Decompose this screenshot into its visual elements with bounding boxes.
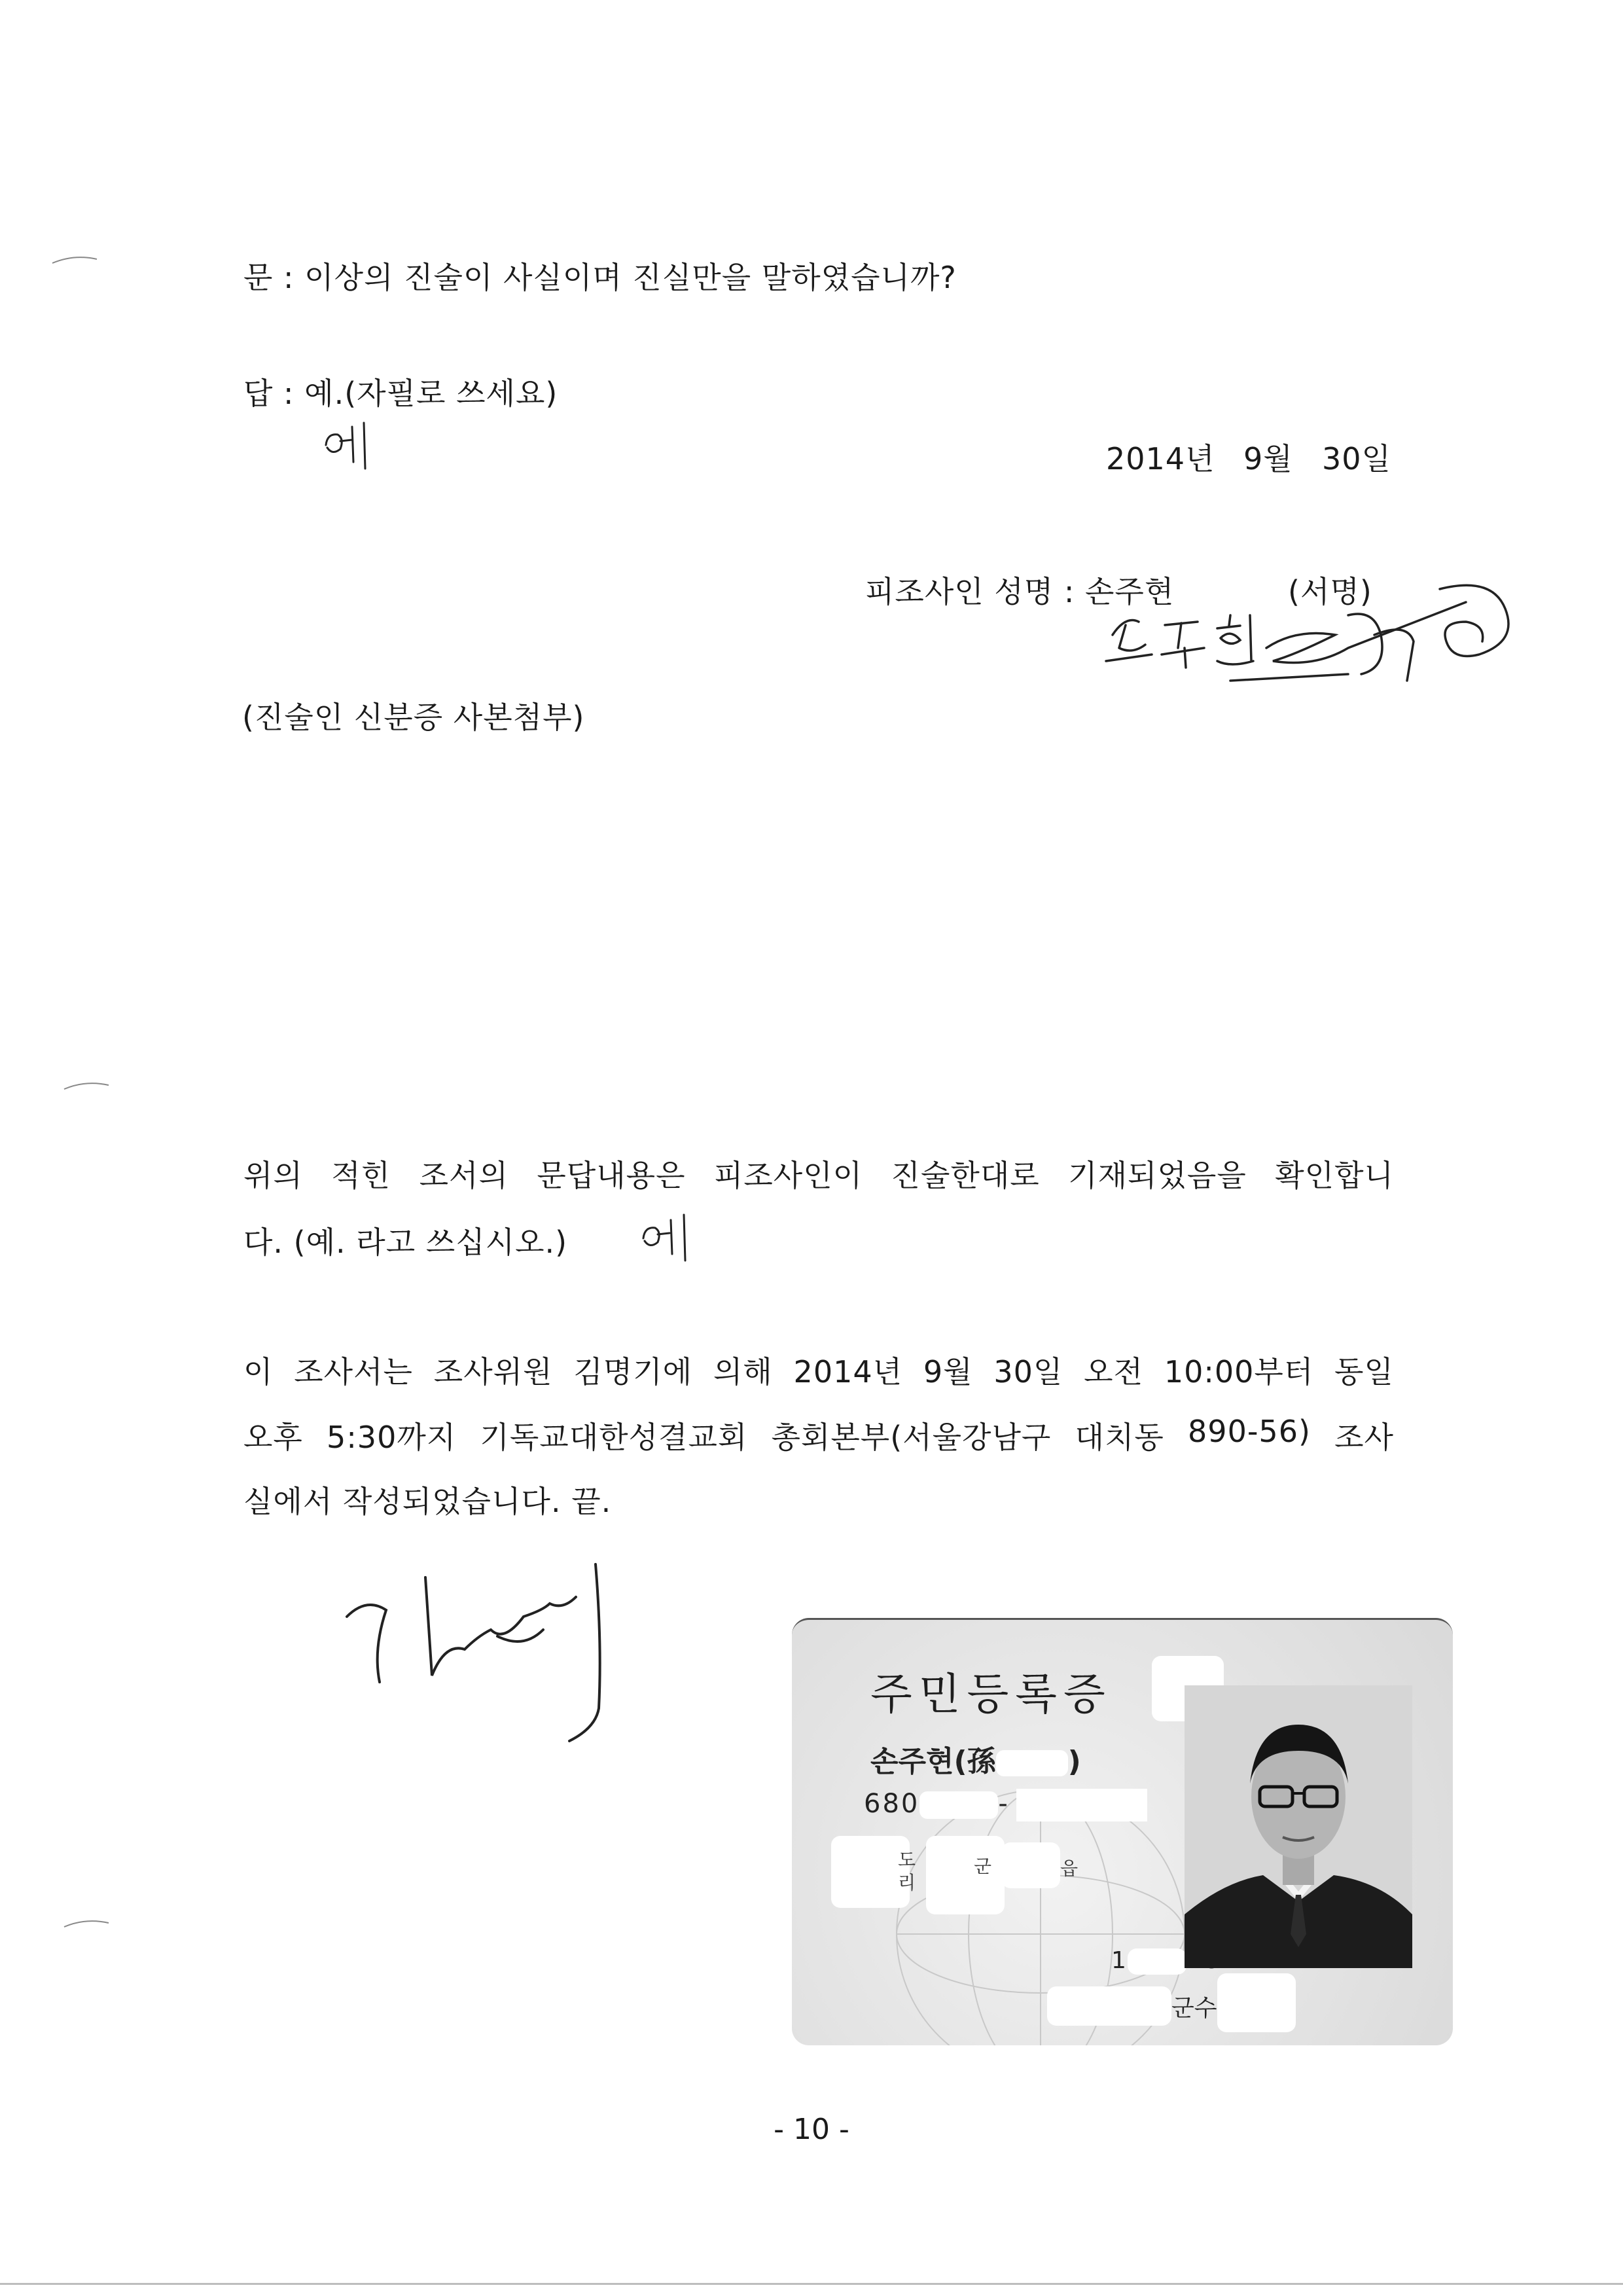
- redaction: [919, 1791, 998, 1819]
- question-line: 문 : 이상의 진술이 사실이며 진실만을 말하였습니까?: [243, 260, 957, 295]
- hole-mark: [63, 1080, 115, 1093]
- confirmation-line-1: [243, 1152, 1394, 1195]
- word: 890-56): [1188, 1414, 1311, 1449]
- word: 오전: [1084, 1354, 1144, 1390]
- date-year: 2014년: [1106, 441, 1215, 476]
- closing-line-3: 실에서 작성되었습니다. 끝.: [243, 1484, 612, 1519]
- closing-line-1: [243, 1348, 1394, 1391]
- handwritten-yes: [638, 1211, 704, 1263]
- word: 총회본부(서울강남구: [771, 1420, 1052, 1455]
- id-card-copy: [792, 1618, 1453, 2045]
- closing-line-2: [243, 1414, 1394, 1457]
- redaction: [1001, 1842, 1060, 1888]
- date-month: 9월: [1243, 441, 1293, 476]
- word: 30일: [993, 1354, 1063, 1390]
- answer-line: 답 : 예.(자필로 쓰세요): [243, 376, 558, 411]
- attachment-note: (진술인 신분증 사본첨부): [242, 700, 585, 735]
- hole-mark: [51, 254, 103, 267]
- word: 5:30까지: [327, 1420, 457, 1455]
- redaction: [1047, 1986, 1171, 2026]
- redaction: [1016, 1789, 1147, 1821]
- id-photo: [1185, 1685, 1412, 1968]
- handwritten-yes: [321, 419, 386, 471]
- id-name-text: 손주현(孫: [870, 1745, 996, 1778]
- word: 기독교대한성결교회: [480, 1420, 748, 1455]
- investigator-signature: [327, 1545, 668, 1754]
- word: 2014년: [793, 1354, 903, 1390]
- redaction: [1128, 1948, 1186, 1975]
- id-addr-eup: 읍: [1060, 1857, 1079, 1879]
- id-card-number: [864, 1789, 1147, 1821]
- id-name-close: ): [1067, 1745, 1081, 1778]
- word: 김명기에: [573, 1354, 693, 1390]
- date-day: 30일: [1322, 441, 1391, 476]
- word: 의해: [713, 1354, 773, 1390]
- word: 조사위원: [433, 1354, 553, 1390]
- id-addr-do: 도: [898, 1849, 916, 1871]
- word: 진술한대로: [891, 1158, 1040, 1193]
- word: 오후: [243, 1420, 303, 1455]
- sign-label: (서명): [1288, 574, 1372, 609]
- page-number: - 10 -: [774, 2113, 849, 2146]
- hole-mark: [63, 1918, 115, 1931]
- word: 10:00부터: [1164, 1354, 1314, 1390]
- word: 위의: [243, 1158, 303, 1193]
- id-issue-date-start: 1: [1111, 1947, 1128, 1974]
- id-addr-gun: 군: [974, 1856, 992, 1877]
- id-number-dash: -: [998, 1789, 1010, 1819]
- word: 조사서는: [294, 1354, 413, 1390]
- id-issuer: 군수: [1171, 1995, 1217, 2022]
- word: 조사: [1334, 1420, 1394, 1455]
- word: 피조사인이: [713, 1158, 863, 1193]
- redaction: [926, 1836, 1005, 1914]
- word: 이: [243, 1354, 274, 1390]
- signatory-label: 피조사인 성명 : 손주현: [865, 574, 1175, 609]
- confirmation-line-2: 다. (예. 라고 쓰십시오.): [243, 1225, 568, 1260]
- word: 대치동: [1075, 1420, 1164, 1455]
- word: 기재되었음을: [1068, 1158, 1247, 1193]
- word: 9월: [923, 1354, 973, 1390]
- word: 확인합니: [1275, 1158, 1394, 1193]
- id-card-title: 주민등록증: [870, 1669, 1112, 1719]
- word: 적힌: [331, 1158, 391, 1193]
- redaction: [1217, 1973, 1296, 2032]
- id-number-prefix: 680: [864, 1789, 920, 1819]
- id-addr-ri: 리: [898, 1872, 916, 1893]
- id-card-name: [870, 1738, 1081, 1780]
- redaction: [996, 1750, 1068, 1776]
- handwritten-signature: [1099, 563, 1531, 713]
- word: 동일: [1334, 1354, 1394, 1390]
- bottom-rule: [0, 2283, 1623, 2285]
- word: 조서의: [419, 1158, 508, 1193]
- word: 문답내용은: [537, 1158, 686, 1193]
